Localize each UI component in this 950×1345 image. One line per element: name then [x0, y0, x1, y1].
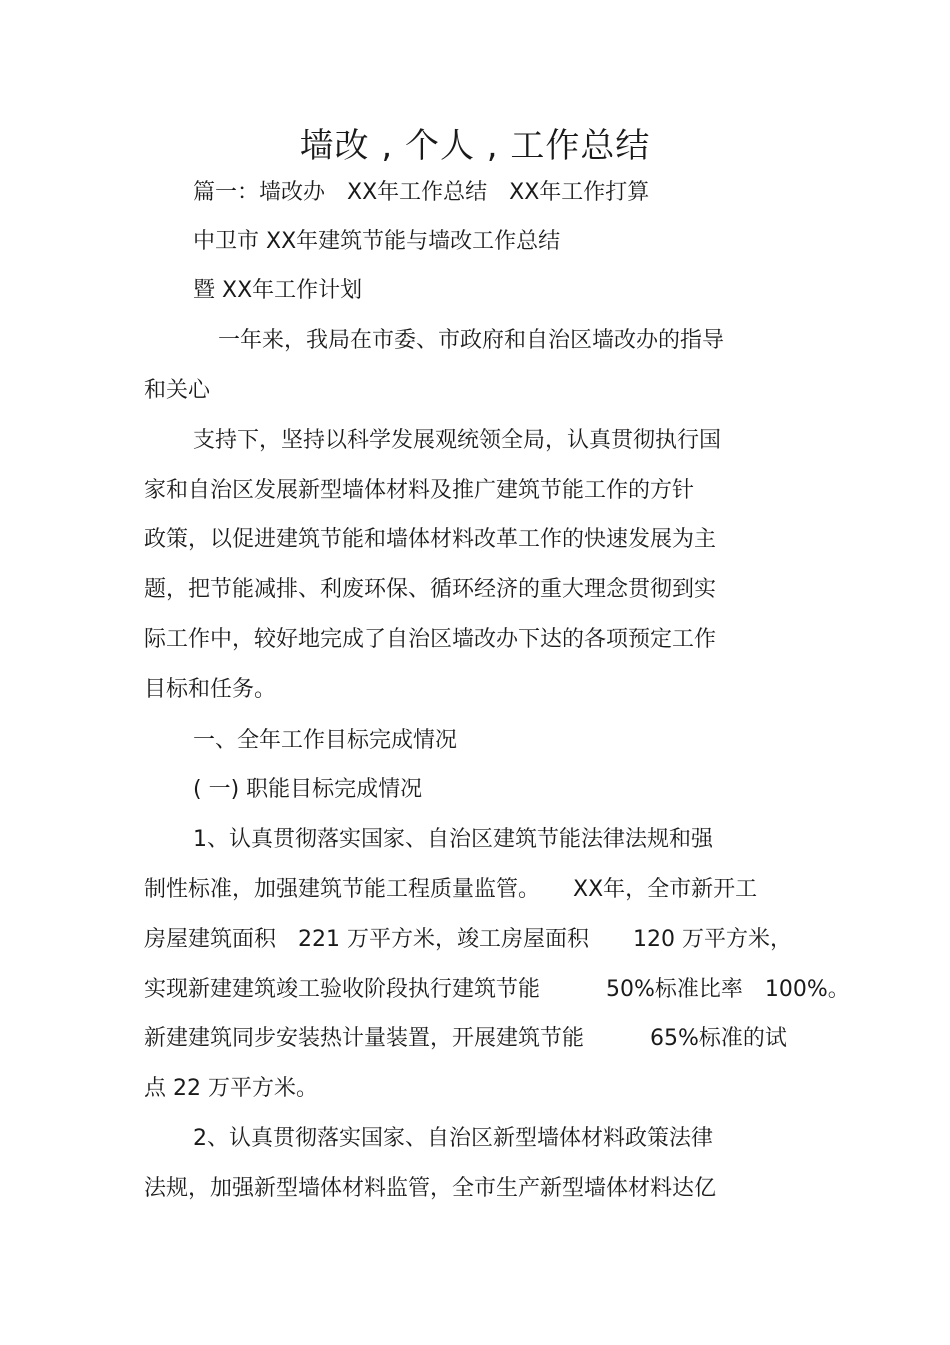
text-line: 支持下，坚持以科学发展观统领全局，认真贯彻执行国 [193, 428, 722, 453]
text-line: 1、认真贯彻落实国家、自治区建筑节能法律法规和强 [193, 827, 713, 852]
text-line: 篇一：墙改办 XX年工作总结 XX年工作打算 [193, 180, 650, 205]
text-line: 点 22 万平方米。 [144, 1076, 318, 1101]
text-line: 中卫市 XX年建筑节能与墙改工作总结 [193, 229, 561, 254]
text-line: 暨 XX年工作计划 [193, 278, 363, 303]
text-line: 政策，以促进建筑节能和墙体材料改革工作的快速发展为主 [144, 527, 717, 552]
document-title: 墙改 , 个人 , 工作总结 [299, 126, 651, 166]
text-line: 新建建筑同步安装热计量装置，开展建筑节能 65%标准的试 [144, 1026, 787, 1051]
text-line: 际工作中，较好地完成了自治区墙改办下达的各项预定工作 [144, 627, 717, 652]
text-line: ( 一) 职能目标完成情况 [193, 777, 423, 802]
text-line: 法规，加强新型墙体材料监管，全市生产新型墙体材料达亿 [144, 1176, 717, 1201]
text-line: 和关心 [144, 378, 211, 403]
text-line: 一年来，我局在市委、市政府和自治区墙改办的指导 [218, 328, 725, 353]
text-line: 实现新建建筑竣工验收阶段执行建筑节能 50%标准比率 100%。 [144, 977, 850, 1002]
text-line: 目标和任务。 [144, 677, 277, 702]
text-line: 家和自治区发展新型墙体材料及推广建筑节能工作的方针 [144, 478, 695, 503]
text-line: 制性标准，加强建筑节能工程质量监管。 XX年，全市新开工 [144, 877, 758, 902]
text-line: 2、认真贯彻落实国家、自治区新型墙体材料政策法律 [193, 1126, 713, 1151]
text-line: 房屋建筑面积 221 万平方米，竣工房屋面积 120 万平方米， [144, 927, 792, 952]
text-line: 题，把节能减排、利废环保、循环经济的重大理念贯彻到实 [144, 577, 717, 602]
text-line: 一、全年工作目标完成情况 [193, 728, 458, 753]
